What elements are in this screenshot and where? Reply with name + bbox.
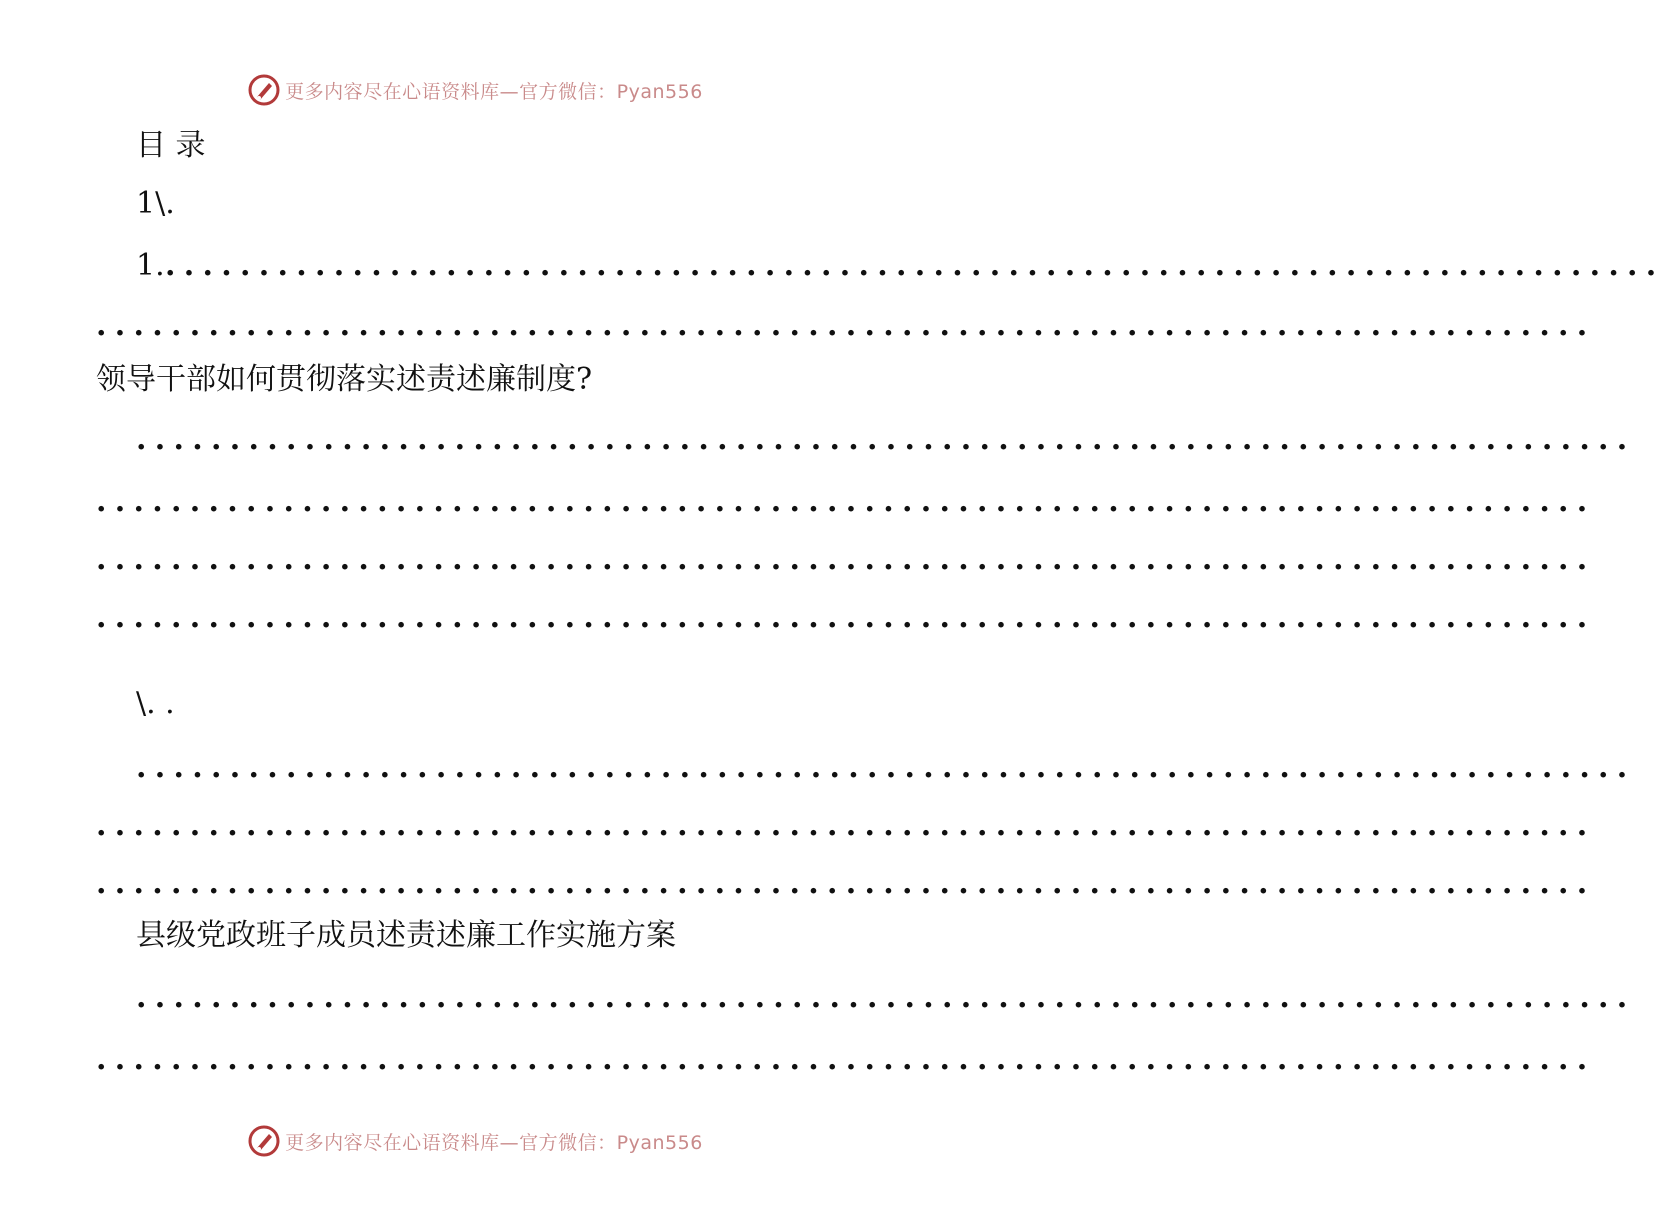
watermark-banner-bottom <box>0 1121 950 1161</box>
toc-dot-leader: ................................................................................ <box>96 542 1596 577</box>
toc-entry-1-sub: 1. <box>136 248 165 283</box>
toc-dot-leader: ................................................................................ <box>96 1042 1596 1077</box>
toc-entry-2-number: \. . <box>136 686 175 721</box>
watermark-banner-top <box>0 70 950 110</box>
toc-entry-1-title: 领导干部如何贯彻落实述责述廉制度? <box>96 362 593 397</box>
toc-heading: 目 录 <box>136 128 206 163</box>
pen-nib-logo-icon <box>247 1124 281 1158</box>
toc-dot-leader: ................................................................................ <box>136 980 1636 1015</box>
toc-dot-leader: ................................................................................ <box>96 600 1596 635</box>
toc-dot-leader: ................................................................................ <box>96 866 1596 901</box>
pen-nib-logo-icon <box>247 73 281 107</box>
toc-dot-leader: ................................................................................ <box>136 750 1636 785</box>
toc-dot-leader: ................................................................................ <box>136 422 1636 457</box>
watermark-text: 更多内容尽在心语资料库—官方微信：Pyan556 <box>285 80 703 103</box>
toc-dot-leader: ................................................................................ <box>96 308 1596 343</box>
toc-dot-leader: ................................................................................ <box>96 484 1596 519</box>
toc-dot-leader: ................................................................................ <box>165 248 1665 283</box>
watermark-text: 更多内容尽在心语资料库—官方微信：Pyan556 <box>285 1131 703 1154</box>
toc-entry-1-number: 1\. <box>136 186 175 221</box>
toc-entry-2-title: 县级党政班子成员述责述廉工作实施方案 <box>136 918 676 953</box>
toc-dot-leader: ................................................................................ <box>96 808 1596 843</box>
